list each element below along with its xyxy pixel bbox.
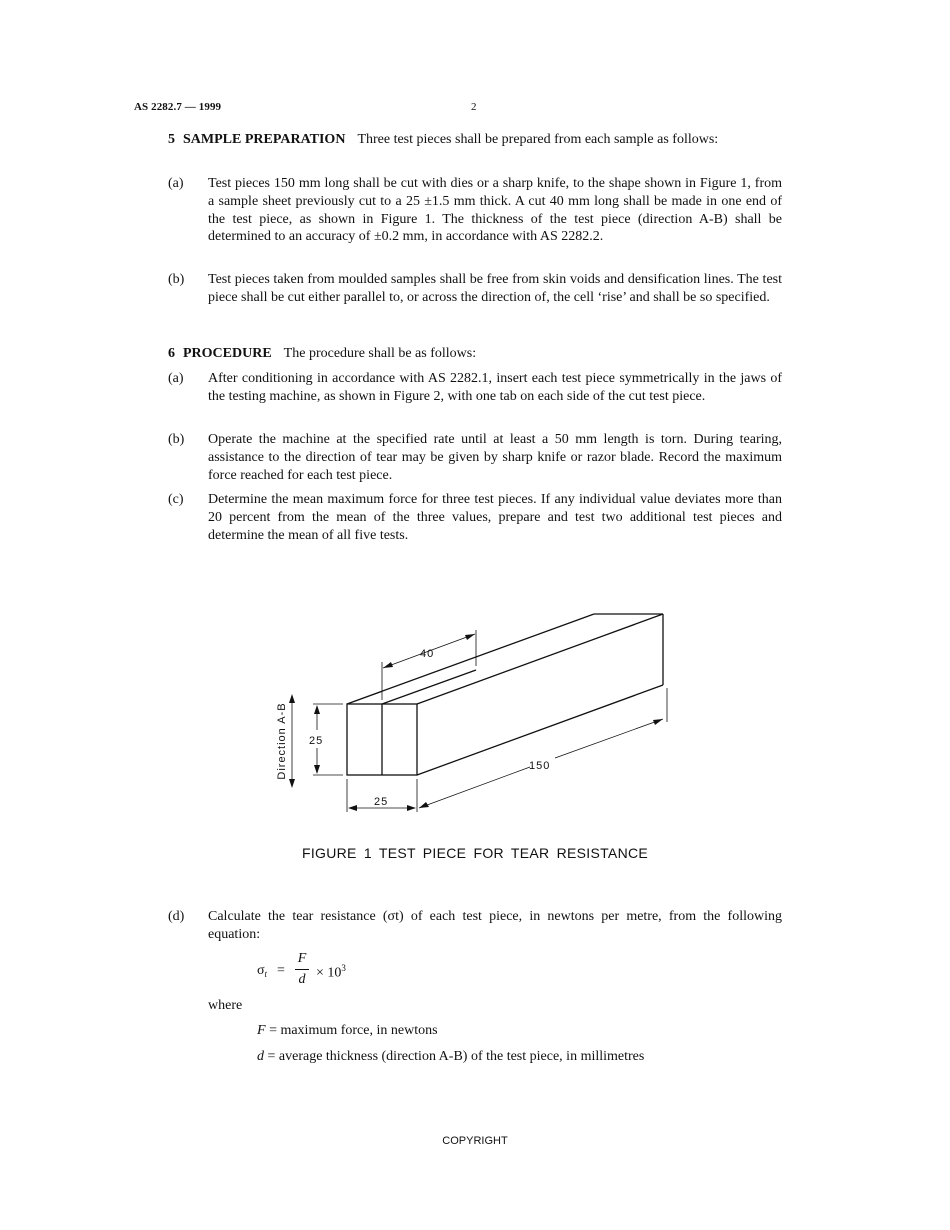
item-label: (c) [168, 492, 184, 507]
section-5-number: 5 [168, 132, 175, 147]
section-6-title: PROCEDURE [183, 346, 272, 361]
definition-text: = maximum force, in newtons [265, 1023, 438, 1038]
sigma-subscript: t [264, 969, 268, 979]
arrowhead [289, 694, 295, 703]
section-6-heading-paragraph [168, 345, 782, 363]
fraction-denominator: d [298, 972, 306, 987]
test-piece-outline [347, 614, 663, 775]
item-text: Operate the machine at the specified rate until at least a 50 mm length is torn. During tearing, assistance to the direction of tear may be given by sharp knife or razor blade. Record the maximum force reached for each test piece. [208, 432, 782, 483]
tear-resistance-equation [257, 950, 457, 994]
item-text: After conditioning in accordance with AS 2282.1, insert each test piece symmetrically in the jaws of the testing machine, as shown in Figure 2, with one tab on each side of the cut test piece. [208, 371, 782, 404]
arrowhead [314, 705, 320, 714]
arrowhead [348, 805, 357, 811]
item-label: (a) [168, 371, 184, 386]
multiplier-exponent: 3 [341, 963, 346, 973]
section-5-item-a [168, 175, 782, 246]
figure-caption: FIGURE 1 TEST PIECE FOR TEAR RESISTANCE [301, 845, 649, 861]
fraction-numerator: F [297, 951, 307, 966]
section-6-item-c [168, 491, 782, 544]
arrowhead [419, 802, 429, 808]
dim-length-label: 150 [529, 760, 551, 772]
top-edge-back [347, 614, 594, 704]
sigma-symbol: σ [257, 963, 265, 978]
definition-text: = average thickness (direction A-B) of the test piece, in millimetres [264, 1049, 645, 1064]
item-text: Determine the mean maximum force for three test pieces. If any individual value deviates more than 20 percent from the mean of the three values, prepare and test two additional test pieces and determine the mean of all five tests. [208, 492, 782, 543]
section-6-item-b [168, 431, 782, 484]
arrowhead [407, 805, 416, 811]
section-5-intro: Three test pieces shall be prepared from each sample as follows: [357, 132, 719, 147]
equation-multiplier [316, 963, 346, 982]
section-5-heading [168, 132, 357, 147]
item-label: (d) [168, 909, 185, 924]
dim-width-label: 25 [374, 796, 389, 808]
standard-number: AS 2282.7 — 1999 [134, 101, 222, 113]
fraction-bar [295, 969, 309, 970]
test-piece-figure [265, 600, 685, 830]
direction-label: Direction A-B [276, 702, 288, 780]
item-text: Test pieces 150 mm long shall be cut with dies or a sharp knife, to the shape shown in Figure 1, from a sample sheet previously cut to a 25 ±1.5 mm thick. A cut 40 mm long shall be made in one end of the test piece, as shown in Figure 1. The thickness of the test piece (direction A-B) shall be determined to an accuracy of ±0.2 mm, in accordance with AS 2282.2. [208, 176, 782, 245]
arrowhead [314, 765, 320, 774]
item-text: Test pieces taken from moulded samples shall be free from skin voids and densification lines. The test piece shall be cut either parallel to, or across the direction of, the cell ‘rise’ and shall be so specified. [208, 272, 782, 305]
dim-length-line-right [555, 719, 663, 758]
section-6-item-a [168, 370, 782, 406]
definition-symbol: d [257, 1049, 264, 1064]
page-number: 2 [471, 101, 477, 113]
dim-thickness-label: 25 [309, 735, 324, 747]
item-label: (b) [168, 432, 185, 447]
section-5-heading-paragraph [168, 131, 782, 149]
arrowhead [465, 634, 475, 640]
multiplier-text: × 10 [316, 965, 342, 981]
copyright-footer: COPYRIGHT [442, 1135, 508, 1147]
arrowhead [383, 662, 393, 668]
top-edge-front [417, 614, 663, 704]
item-text: Calculate the tear resistance (σt) of each test piece, in newtons per metre, from the following equation: [208, 909, 782, 942]
section-6-number: 6 [168, 346, 175, 361]
section-5-item-b [168, 271, 782, 307]
equals-sign: = [277, 963, 285, 978]
item-label: (a) [168, 176, 184, 191]
arrowhead [653, 719, 663, 725]
equation-lhs [257, 963, 267, 979]
where-label: where [208, 998, 243, 1013]
arrowhead [289, 779, 295, 788]
section-5-title: SAMPLE PREPARATION [183, 132, 346, 147]
definition-force [257, 1023, 438, 1039]
section-6-intro: The procedure shall be as follows: [283, 346, 477, 361]
equation-fraction [295, 950, 309, 989]
dim-length-line-left [419, 767, 530, 808]
definition-symbol: F [257, 1023, 266, 1038]
definition-thickness [257, 1049, 644, 1065]
section-6-heading [168, 346, 284, 361]
section-6-item-d [168, 908, 782, 944]
dim-cut-length-label: 40 [420, 648, 435, 660]
item-label: (b) [168, 272, 185, 287]
dimension-lines [292, 630, 667, 812]
